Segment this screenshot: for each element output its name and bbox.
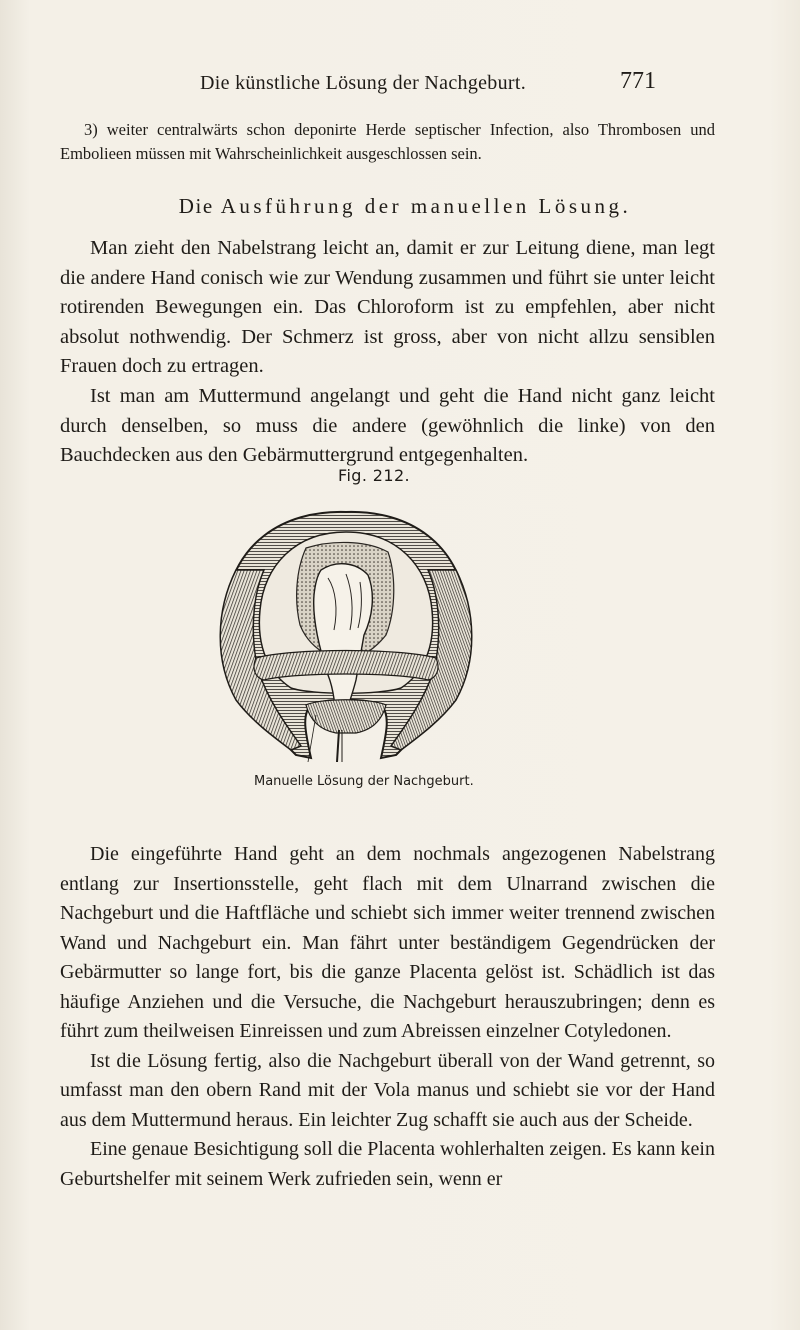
body-text-top: [60, 234, 715, 471]
footnote: [60, 118, 715, 166]
section-heading: [60, 194, 750, 219]
paragraph: Eine genaue Besichtigung soll die Placenta wohlerhalten zeigen. Es kann kein Geburtshelfer mit seinem Werk zufrieden sein, wenn er: [60, 1138, 715, 1190]
paragraph: Man zieht den Nabelstrang leicht an, damit er zur Leitung diene, man legt die andere Hand conisch wie zur Wendung zusammen und führt sie unter leicht rotirenden Bewegungen ein. Das Chloroform ist zu empfehlen, aber nicht absolut nothwendig. Der Schmerz ist gross, aber von nicht allzu sensiblen Frauen doch zu ertragen.: [60, 237, 715, 378]
paragraph: Ist man am Muttermund angelangt und geht die Hand nicht ganz leicht durch denselben, so muss die andere (gewöhnlich die linke) von den Bauchdecken aus den Gebärmuttergrund entgegenhalten.: [60, 384, 715, 467]
section-heading-main: Ausführung der manuellen Lösung.: [220, 194, 632, 218]
footnote-text: 3) weiter centralwärts schon deponirte Herde septischer Infection, also Thrombosen und Embolieen müssen mit Wahrscheinlichkeit ausgeschlossen sein.: [60, 120, 715, 163]
paragraph: Die eingeführte Hand geht an dem nochmals angezogenen Nabelstrang entlang zur Insertionsstelle, geht flach mit dem Ulnarrand zwischen die Nachgeburt und die Haftfläche und schiebt sich immer weiter trennend zwischen Wand und Nachgeburt ein. Man fährt unter beständigem Gegendrücken der Gebärmutter so lange fort, bis die ganze Placenta gelöst ist. Schädlich ist das häufige Anziehen und die Versuche, die Nachgeburt herauszubringen; denn es führt zum theilweisen Einreissen und zum Abreissen einzelner Cotyledonen.: [60, 843, 715, 1042]
body-text-bottom: [60, 840, 715, 1194]
symphysis: [306, 700, 386, 733]
running-title: Die künstliche Lösung der Nachgeburt.: [200, 72, 527, 94]
page-number: 771: [620, 68, 656, 94]
paragraph: Ist die Lösung fertig, also die Nachgeburt überall von der Wand getrennt, so umfasst man den obern Rand mit der Vola manus und schiebt sie vor der Hand aus dem Muttermund heraus. Ein leichter Zug schafft sie auch aus der Scheide.: [60, 1049, 715, 1131]
figure-caption: Manuelle Lösung der Nachgeburt.: [254, 774, 474, 789]
figure-label: Fig. 212.: [338, 466, 411, 485]
pelvis-illustration: [196, 500, 496, 762]
section-heading-prefix: Die: [178, 194, 214, 218]
umbilical-cord: [337, 730, 339, 762]
